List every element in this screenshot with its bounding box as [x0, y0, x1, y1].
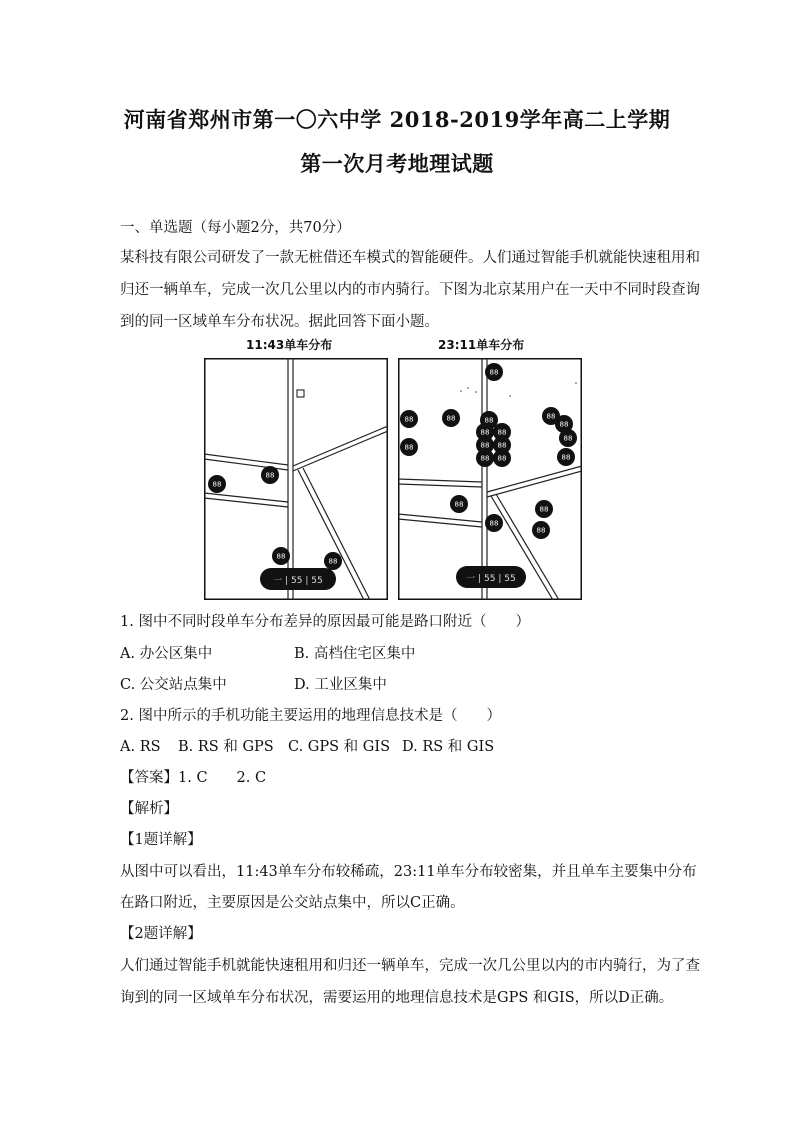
map-left-bike-marker-label: 88	[276, 552, 286, 561]
q2-option-d[interactable]: D. RS 和 GIS	[402, 739, 495, 755]
map-left-bike-marker-label: 88	[328, 557, 338, 566]
map-right-bike-marker-label: 88	[480, 428, 490, 437]
map-right-bike-marker-label: 88	[546, 412, 556, 421]
intro-line-2: 归还一辆单车，完成一次几公里以内的市内骑行。下图为北京某用户在一天中不同时段查询	[120, 282, 700, 298]
document-title-line2: 第一次月考地理试题	[300, 151, 494, 176]
map-right-bike-marker-label: 88	[497, 441, 507, 450]
map-left	[204, 358, 388, 600]
map-right-bike-marker-label: 88	[480, 441, 490, 450]
intro-line-1: 某科技有限公司研发了一款无桩借还车模式的智能硬件。人们通过智能手机就能快速租用和	[120, 250, 700, 266]
q2-option-a[interactable]: A. RS	[120, 739, 161, 755]
map-right	[398, 358, 582, 600]
analysis-heading: 【解析】	[120, 801, 178, 817]
map-right-bike-marker-label: 88	[404, 443, 414, 452]
q1-option-d[interactable]: D. 工业区集中	[294, 677, 387, 693]
question-2-options	[120, 737, 690, 757]
q1-option-a[interactable]: A. 办公区集中	[120, 646, 213, 662]
map-left-control-label: 一 | 55 | 55	[273, 576, 323, 586]
section-heading: 一、单选题（每小题2分，共70分）	[120, 220, 351, 236]
map-left-bike-marker-label: 88	[265, 471, 275, 480]
map-right-bike-marker-label: 88	[489, 519, 499, 528]
detail-2-line-2: 询到的同一区域单车分布状况，需要运用的地理信息技术是GPS 和GIS，所以D正确。	[120, 990, 674, 1006]
map-right-caption: 23:11单车分布	[438, 338, 525, 352]
map-right-control-label: 一 | 55 | 55	[466, 574, 516, 584]
map-right-bike-marker-label: 88	[561, 453, 571, 462]
q2-option-b[interactable]: B. RS 和 GPS	[178, 739, 274, 755]
detail-2-heading: 【2题详解】	[120, 926, 202, 942]
q1-option-b[interactable]: B. 高档住宅区集中	[294, 646, 416, 662]
q2-option-c[interactable]: C. GPS 和 GIS	[288, 739, 391, 755]
map-left-bike-marker-label: 88	[212, 480, 222, 489]
map-right-bike-marker-label: 88	[454, 500, 464, 509]
map-right-bike-marker-label: 88	[480, 454, 490, 463]
map-right-bike-marker-label: 88	[446, 414, 456, 423]
map-left-caption: 11:43单车分布	[246, 338, 333, 352]
map-right-bike-marker-label: 88	[404, 415, 414, 424]
map-right-bike-marker-label: 88	[539, 505, 549, 514]
map-right-bike-marker-label: 88	[484, 416, 494, 425]
map-right-bike-marker-label: 88	[559, 420, 569, 429]
intro-line-3: 到的同一区域单车分布状况。据此回答下面小题。	[120, 314, 439, 330]
document-title-line1: 河南省郑州市第一〇六中学 2018-2019学年高二上学期	[123, 107, 671, 132]
detail-1-heading: 【1题详解】	[120, 832, 202, 848]
detail-1-line-2: 在路口附近，主要原因是公交站点集中，所以C正确。	[120, 895, 465, 911]
location-marker	[297, 390, 304, 397]
question-1-options-row-2	[120, 675, 690, 695]
q1-option-c[interactable]: C. 公交站点集中	[120, 677, 227, 693]
question-1-options-row-1	[120, 644, 690, 664]
map-right-bike-marker-label: 88	[497, 454, 507, 463]
map-right-bike-marker-label: 88	[536, 526, 546, 535]
question-1-stem: 1. 图中不同时段单车分布差异的原因最可能是路口附近（ ）	[120, 614, 530, 630]
map-right-bike-marker-label: 88	[489, 368, 499, 377]
answer-line: 【答案】1. C 2. C	[120, 770, 267, 786]
map-right-bike-marker-label: 88	[497, 428, 507, 437]
map-right-bike-marker-label: 88	[563, 434, 573, 443]
detail-2-line-1: 人们通过智能手机就能快速租用和归还一辆单车，完成一次几公里以内的市内骑行，为了查	[120, 958, 700, 974]
detail-1-line-1: 从图中可以看出，11:43单车分布较稀疏，23:11单车分布较密集，并且单车主要集中分布	[120, 864, 697, 880]
question-2-stem: 2. 图中所示的手机功能主要运用的地理信息技术是（ ）	[120, 708, 501, 724]
